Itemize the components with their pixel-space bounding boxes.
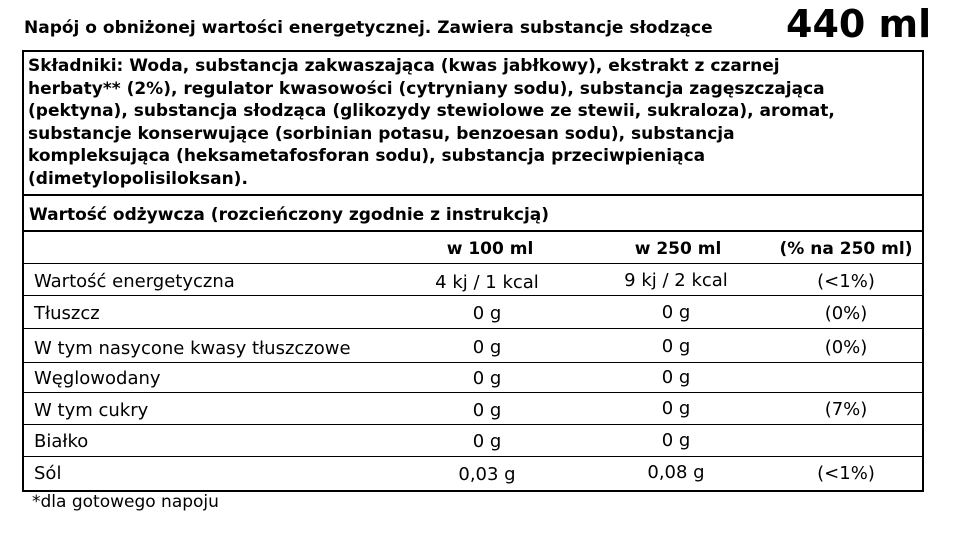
nutrient-label: Sól — [34, 463, 62, 484]
row-divider — [24, 456, 922, 457]
value-per-100ml: 0,03 g — [458, 464, 516, 485]
ingredients-text — [28, 55, 908, 190]
volume-label: 440 ml — [786, 2, 932, 46]
value-per-250ml: 9 kj / 2 kcal — [624, 270, 728, 291]
footnote: *dla gotowego napoju — [32, 492, 219, 512]
row-divider — [24, 424, 922, 425]
product-description: Napój o obniżonej wartości energetycznej. Zawiera substancje słodzące — [24, 18, 713, 38]
value-percent: (<1%) — [817, 271, 875, 292]
divider — [24, 230, 922, 232]
ingredients-label: Składniki: — [28, 56, 124, 76]
row-divider — [24, 263, 922, 264]
value-percent: (<1%) — [817, 463, 875, 484]
value-per-100ml: 0 g — [472, 303, 502, 324]
nutrient-label: W tym nasycone kwasy tłuszczowe — [34, 338, 351, 359]
value-percent: (0%) — [824, 303, 868, 324]
value-per-250ml: 0 g — [661, 336, 691, 357]
value-per-100ml: 0 g — [472, 337, 502, 358]
value-per-250ml: 0 g — [661, 398, 691, 419]
value-percent: (7%) — [824, 399, 868, 420]
nutrient-label: Tłuszcz — [34, 303, 100, 324]
row-divider — [24, 362, 922, 363]
row-divider — [24, 328, 922, 329]
value-per-100ml: 0 g — [472, 368, 502, 389]
column-header-250ml: w 250 ml — [634, 239, 722, 259]
value-per-100ml: 0 g — [472, 431, 502, 452]
nutrient-label: Węglowodany — [34, 368, 161, 389]
row-divider — [24, 295, 922, 296]
ingredients-line: (pektyna), substancja słodząca (glikozydy stewiolowe ze stewii, sukraloza), aromat, — [28, 101, 835, 121]
value-percent: (0%) — [824, 337, 868, 358]
row-divider — [24, 392, 922, 393]
ingredients-line: kompleksująca (heksametafosforan sodu), substancja przeciwpieniąca — [28, 146, 706, 166]
value-per-100ml: 4 kj / 1 kcal — [435, 272, 539, 293]
label-box — [22, 50, 924, 492]
ingredients-line: Woda, substancja zakwaszająca (kwas jabłkowy), ekstrakt z czarnej — [123, 56, 780, 76]
column-header-100ml: w 100 ml — [446, 239, 534, 259]
nutrient-label: Białko — [34, 431, 89, 452]
ingredients-line: (dimetylopolisiloksan). — [28, 168, 248, 189]
value-per-250ml: 0,08 g — [647, 462, 705, 483]
ingredients-line: substancje konserwujące (sorbinian potasu, benzoesan sodu), substancja — [28, 123, 735, 144]
ingredients-line: herbaty** (2%), regulator kwasowości (cytryniany sodu), substancja zagęszczająca — [28, 78, 825, 99]
column-header-percent: (% na 250 ml) — [779, 239, 913, 259]
nutrient-label: Wartość energetyczna — [34, 271, 235, 292]
divider — [24, 194, 922, 196]
nutrient-label: W tym cukry — [34, 400, 149, 421]
value-per-250ml: 0 g — [661, 367, 691, 388]
value-per-250ml: 0 g — [661, 302, 691, 323]
value-per-100ml: 0 g — [472, 400, 502, 421]
nutrition-title: Wartość odżywcza (rozcieńczony zgodnie z instrukcją) — [29, 205, 550, 225]
value-per-250ml: 0 g — [661, 430, 691, 451]
